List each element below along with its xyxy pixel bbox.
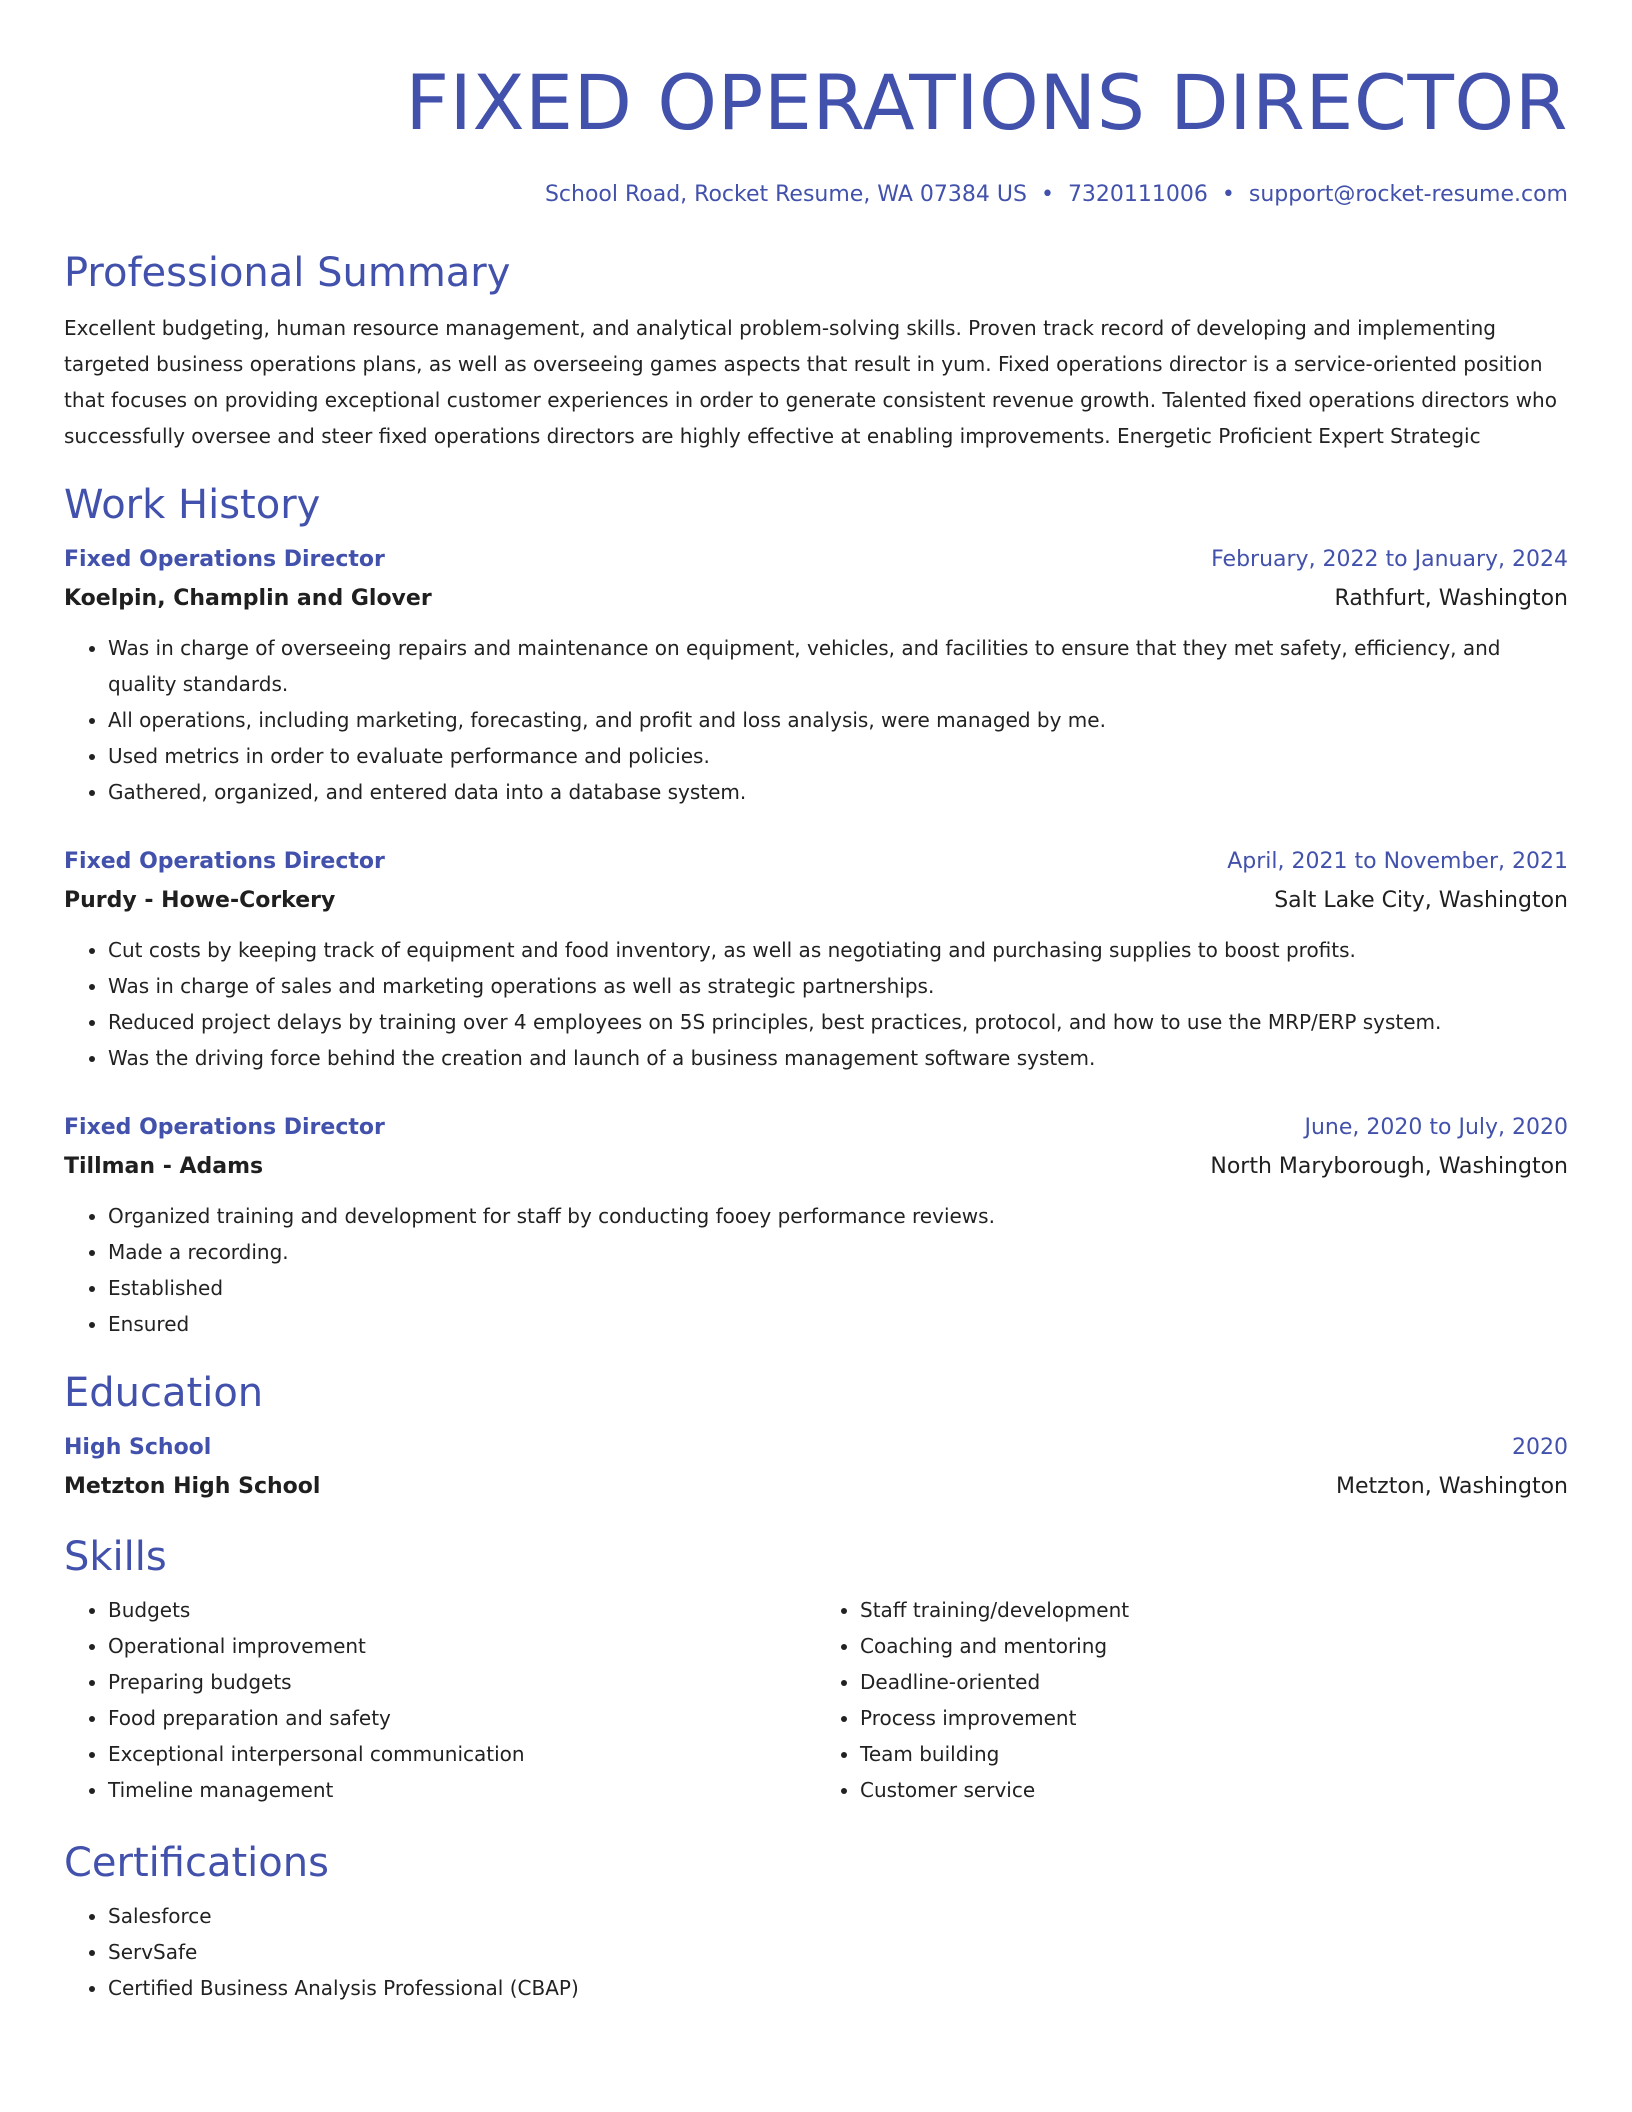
job-dates: April, 2021 to November, 2021 [1227, 849, 1568, 874]
job-bullet: • Used metrics in order to evaluate performance and policies. [108, 738, 1568, 774]
skill-item: • Staff training/development [860, 1592, 1568, 1628]
certifications-heading: Certifications [64, 1840, 329, 1886]
job-entry [64, 846, 1568, 1076]
job-header-row [64, 544, 1568, 576]
job-bullets [64, 630, 1568, 810]
skill-item: • Preparing budgets [108, 1664, 816, 1700]
skill-item: • Process improvement [860, 1700, 1568, 1736]
skills-list-left [64, 1592, 816, 1808]
skill-item: • Customer service [860, 1772, 1568, 1808]
job-bullet: • All operations, including marketing, forecasting, and profit and loss analysis, were managed by me. [108, 702, 1568, 738]
job-bullet: • Was in charge of sales and marketing operations as well as strategic partnerships. [108, 968, 1568, 1004]
job-header-row [64, 1112, 1568, 1144]
job-title: Fixed Operations Director [64, 1115, 385, 1140]
certification-item: • Salesforce [108, 1898, 1568, 1934]
job-company-row [64, 1150, 1568, 1184]
education-school: Metzton High School [64, 1474, 321, 1499]
education-year: 2020 [1512, 1435, 1568, 1460]
job-company-row [64, 884, 1568, 918]
certification-item: • Certified Business Analysis Professional (CBAP) [108, 1970, 1568, 2006]
job-location: Rathfurt, Washington [1334, 586, 1568, 611]
education-location: Metzton, Washington [1336, 1474, 1568, 1499]
job-company: Tillman - Adams [64, 1154, 264, 1179]
summary-heading: Professional Summary [64, 250, 511, 296]
skill-item: • Food preparation and safety [108, 1700, 816, 1736]
contact-line [64, 180, 1568, 210]
job-entry [64, 544, 1568, 810]
phone-text: 7320111006 [1067, 182, 1208, 207]
resume-name: FIXED OPERATIONS DIRECTOR [405, 58, 1568, 147]
education-heading: Education [64, 1370, 264, 1416]
education-school-row [64, 1470, 1568, 1504]
job-bullet: • Ensured [108, 1306, 1568, 1342]
job-company: Koelpin, Champlin and Glover [64, 586, 432, 611]
education-degree: High School [64, 1435, 212, 1460]
skill-item: • Budgets [108, 1592, 816, 1628]
skill-item: • Deadline-oriented [860, 1664, 1568, 1700]
education-entry [64, 1432, 1568, 1504]
job-location: Salt Lake City, Washington [1274, 888, 1568, 913]
job-title: Fixed Operations Director [64, 849, 385, 874]
skill-item: • Coaching and mentoring [860, 1628, 1568, 1664]
separator-dot: • [1040, 182, 1054, 207]
email-link[interactable]: support@rocket-resume.com [1248, 182, 1568, 207]
job-bullet: • Reduced project delays by training over 4 employees on 5S principles, best practices, protocol, and how to use the MRP/ERP system. [108, 1004, 1568, 1040]
skill-item: • Operational improvement [108, 1628, 816, 1664]
job-bullet: • Established [108, 1270, 1568, 1306]
job-bullet: • Cut costs by keeping track of equipment and food inventory, as well as negotiating and purchasing supplies to boost profits. [108, 932, 1568, 968]
job-dates: February, 2022 to January, 2024 [1211, 547, 1568, 572]
job-bullets [64, 1198, 1568, 1342]
education-header-row [64, 1432, 1568, 1464]
job-title: Fixed Operations Director [64, 547, 385, 572]
address-text: School Road, Rocket Resume, WA 07384 US [544, 182, 1027, 207]
job-entry [64, 1112, 1568, 1342]
job-bullet: • Made a recording. [108, 1234, 1568, 1270]
separator-dot: • [1221, 182, 1235, 207]
job-company-row [64, 582, 1568, 616]
skill-item: • Team building [860, 1736, 1568, 1772]
job-location: North Maryborough, Washington [1210, 1154, 1568, 1179]
skill-item: • Timeline management [108, 1772, 816, 1808]
job-header-row [64, 846, 1568, 878]
summary-text: Excellent budgeting, human resource management, and analytical problem-solving skills. Proven track record of developing and implementing targeted business operations plans, as well as overseeing games aspects that result in yum. Fixed operations director is a service-oriented position that focuses on providing exceptional customer experiences in order to generate consistent revenue growth. Talented fixed operations directors who successfully oversee and steer fixed operations directors are highly effective at enabling improvements. Energetic Proficient Expert Strategic [64, 316, 1557, 448]
skills-grid [64, 1592, 1568, 1808]
certification-item: • ServSafe [108, 1934, 1568, 1970]
job-company: Purdy - Howe-Corkery [64, 888, 336, 913]
job-bullet: • Was in charge of overseeing repairs and maintenance on equipment, vehicles, and facilities to ensure that they met safety, efficiency, and quality standards. [108, 630, 1568, 702]
skill-item: • Exceptional interpersonal communication [108, 1736, 816, 1772]
job-bullets [64, 932, 1568, 1076]
certifications-list [64, 1898, 1568, 2006]
skills-heading: Skills [64, 1534, 167, 1580]
skills-list-right [816, 1592, 1568, 1808]
job-bullet: • Was the driving force behind the creation and launch of a business management software system. [108, 1040, 1568, 1076]
job-bullet: • Organized training and development for staff by conducting fooey performance reviews. [108, 1198, 1568, 1234]
work-history-heading: Work History [64, 482, 321, 528]
job-dates: June, 2020 to July, 2020 [1304, 1115, 1568, 1140]
job-bullet: • Gathered, organized, and entered data into a database system. [108, 774, 1568, 810]
